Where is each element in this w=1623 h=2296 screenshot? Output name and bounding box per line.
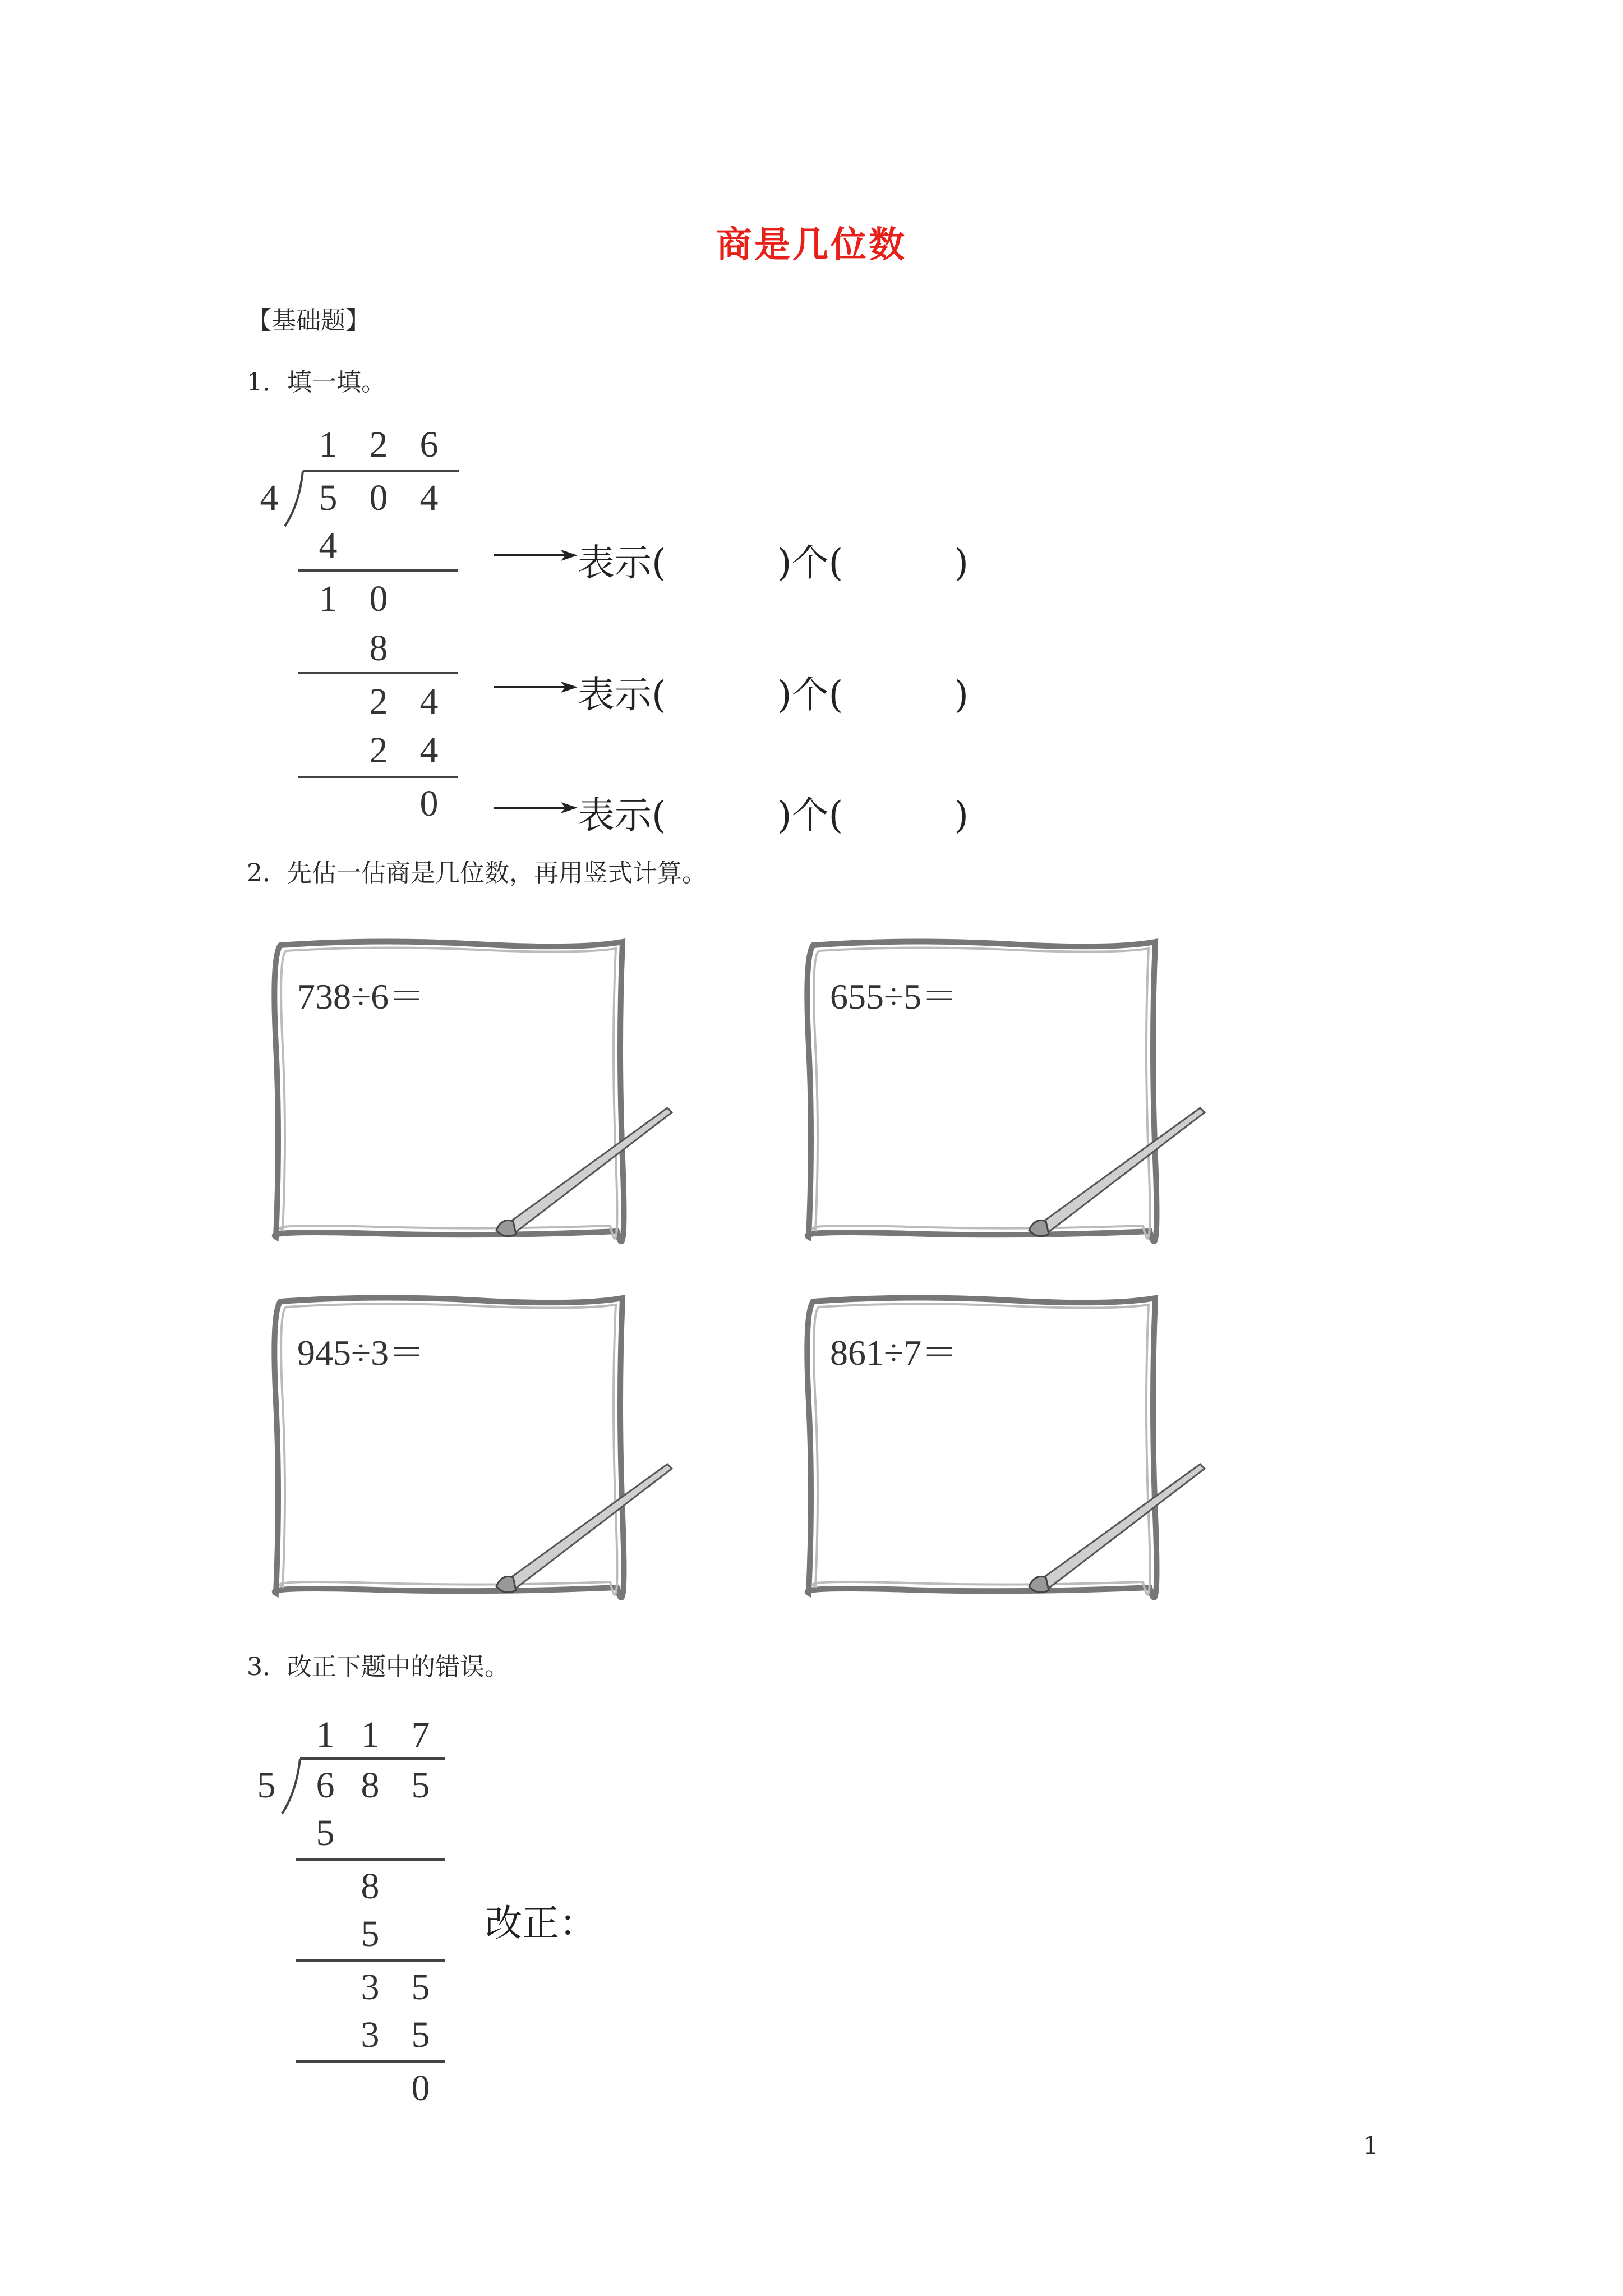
dividend-digit: 0: [369, 477, 388, 518]
subtrahend-digit: 2: [369, 730, 388, 771]
fill-in-note: 表示( )个( ): [578, 673, 969, 716]
divisor: 5: [257, 1765, 276, 1806]
problem-label: 945÷3＝: [297, 1333, 425, 1373]
fill-in-note: 表示( )个( ): [578, 794, 969, 837]
section-label: 【基础题】: [247, 306, 370, 335]
division-line: [298, 569, 458, 572]
subtrahend-digit: 3: [361, 2014, 380, 2055]
page-title: 商是几位数: [716, 224, 907, 266]
remainder-digit: 4: [419, 681, 439, 722]
remainder-digit: 8: [361, 1866, 380, 1907]
problem-label: 655÷5＝: [830, 977, 958, 1016]
subtrahend-digit: 5: [361, 1913, 380, 1954]
remainder-digit: 0: [411, 2068, 430, 2109]
divisor: 4: [260, 477, 279, 518]
dividend-digit: 5: [319, 477, 338, 518]
subtrahend-digit: 5: [411, 2014, 430, 2055]
subtrahend-digit: 4: [319, 525, 338, 566]
remainder-digit: 3: [361, 1967, 380, 2008]
subtrahend-digit: 5: [316, 1812, 335, 1853]
question-2-text: 2．先估一估商是几位数，再用竖式计算。: [247, 859, 707, 887]
dividend-digit: 4: [419, 477, 439, 518]
question-3-text: 3．改正下题中的错误。: [247, 1653, 509, 1681]
division-line: [298, 776, 458, 778]
page-number: 1: [1363, 2132, 1378, 2160]
remainder-digit: 1: [319, 578, 338, 619]
remainder-digit: 0: [369, 578, 388, 619]
dividend-digit: 8: [361, 1765, 380, 1806]
fill-in-note: 表示( )个( ): [578, 541, 969, 585]
quotient-digit: 2: [369, 424, 388, 465]
remainder-digit: 2: [369, 681, 388, 722]
quotient-digit: 6: [419, 424, 439, 465]
correction-label: 改正：: [485, 1902, 596, 1945]
division-line: [296, 2060, 445, 2063]
arrow-icon: [494, 547, 578, 564]
division-line: [298, 672, 458, 674]
dividend-digit: 6: [316, 1765, 335, 1806]
quotient-digit: 7: [411, 1714, 430, 1755]
quotient-digit: 1: [361, 1714, 380, 1755]
question-1-text: 1．填一填。: [247, 368, 386, 397]
remainder-digit: 0: [419, 783, 439, 824]
remainder-digit: 5: [411, 1967, 430, 2008]
dividend-digit: 5: [411, 1765, 430, 1806]
problem-label: 738÷6＝: [297, 977, 425, 1016]
quotient-digit: 1: [319, 424, 338, 465]
problem-label: 861÷7＝: [830, 1333, 958, 1373]
division-line: [296, 1959, 445, 1962]
arrow-icon: [494, 799, 578, 816]
arrow-icon: [494, 679, 578, 696]
subtrahend-digit: 4: [419, 730, 439, 771]
division-line: [296, 1858, 445, 1861]
quotient-digit: 1: [316, 1714, 335, 1755]
subtrahend-digit: 8: [369, 628, 388, 669]
